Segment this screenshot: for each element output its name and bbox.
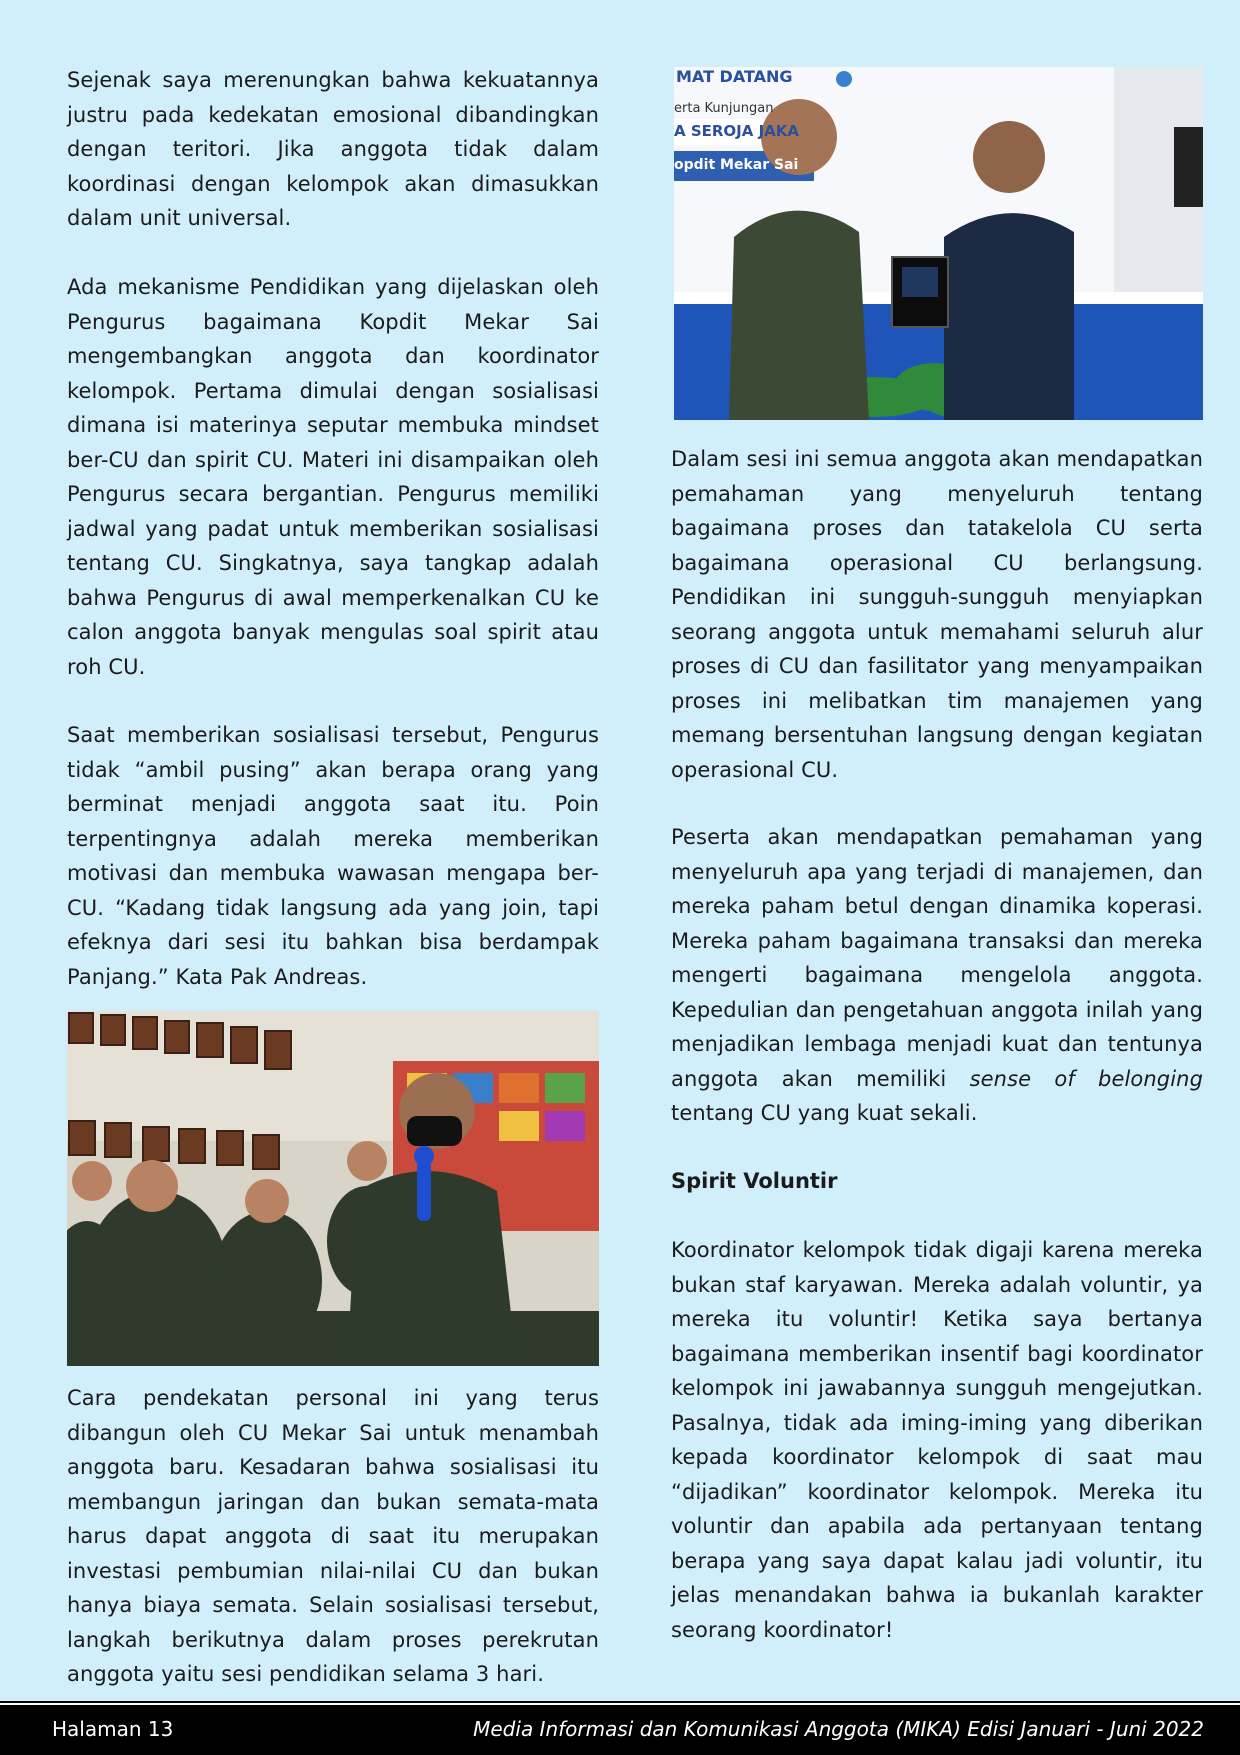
banner-text-4: opdit Mekar Sai	[674, 157, 799, 173]
right-paragraph-2-italic: sense of belonging	[969, 1066, 1203, 1091]
page-footer	[0, 1701, 1240, 1755]
right-paragraph-2	[671, 820, 1203, 1131]
left-paragraph-4: Cara pendekatan personal ini yang terus dibangun oleh CU Mekar Sai untuk menambah anggota baru. Kesadaran bahwa sosialisasi itu membangun jaringan dan bukan semata-mata harus dapat anggota di saat itu merupakan investasi pembumian nilai-nilai CU dan bukan hanya biaya semata. Selain sosialisasi tersebut, langkah berikutnya dalam proses perekrutan anggota yaitu sesi pendidikan selama 3 hari.	[67, 1386, 599, 1686]
meeting-audience-photo	[67, 1011, 599, 1366]
right-paragraph-2-end: tentang CU yang kuat sekali.	[671, 1101, 978, 1125]
publication-title: Media Informasi dan Komunikasi Anggota (MIKA) Edisi Januari - Juni 2022	[473, 1717, 1204, 1741]
section-heading: Spirit Voluntir	[671, 1169, 838, 1193]
page-number: Halaman 13	[52, 1717, 174, 1741]
banner-text-3: A SEROJA JAKA	[674, 122, 800, 140]
banner-text-2: erta Kunjungan	[674, 101, 774, 116]
plaque-handover-photo	[674, 67, 1203, 420]
banner-text-1: MAT DATANG	[676, 67, 793, 86]
left-paragraph-2: Ada mekanisme Pendidikan yang dijelaskan oleh Pengurus bagaimana Kopdit Mekar Sai mengembangkan anggota dan koordinator kelompok. Pertama dimulai dengan sosialisasi dimana isi materinya seputar membuka mindset ber-CU dan spirit CU. Materi ini disampaikan oleh Pengurus secara bergantian. Pengurus memiliki jadwal yang padat untuk memberikan sosialisasi tentang CU. Singkatnya, saya tangkap adalah bahwa Pengurus di awal memperkenalkan CU ke calon anggota banyak mengulas soal spirit atau roh CU.	[67, 275, 599, 679]
right-paragraph-2-main: Peserta akan mendapatkan pemahaman yang menyeluruh apa yang terjadi di manajemen, dan mereka paham betul dengan dinamika koperasi. Mereka paham bagaimana transaksi dan mereka mengerti bagaimana mengelola anggota. Kepedulian dan pengetahuan anggota inilah yang menjadikan lembaga menjadi kuat dan tentunya anggota akan memiliki	[671, 825, 1203, 1091]
right-paragraph-1: Dalam sesi ini semua anggota akan mendapatkan pemahaman yang menyeluruh tentang bagaimana proses dan tatakelola CU serta bagaimana operasional CU berlangsung. Pendidikan ini sungguh-sungguh menyiapkan seorang anggota untuk memahami seluruh alur proses di CU dan fasilitator yang menyampaikan proses ini melibatkan tim manajemen yang memang bersentuhan langsung dengan kegiatan operasional CU.	[671, 447, 1203, 782]
footer-divider	[0, 1703, 1240, 1705]
left-paragraph-3: Saat memberikan sosialisasi tersebut, Pengurus tidak “ambil pusing” akan berapa orang yang berminat menjadi anggota saat itu. Poin terpentingnya adalah mereka memberikan motivasi dan membuka wawasan mengapa ber-CU. “Kadang tidak langsung ada yang join, tapi efeknya dari sesi itu bahkan bisa berdampak Panjang.” Kata Pak Andreas.	[67, 723, 599, 989]
right-paragraph-3: Koordinator kelompok tidak digaji karena mereka bukan staf karyawan. Mereka adalah voluntir, ya mereka itu voluntir! Ketika saya bertanya bagaimana memberikan insentif bagi koordinator kelompok ini jawabannya sungguh mengejutkan. Pasalnya, tidak ada iming-iming yang diberikan kepada koordinator kelompok di saat mau “dijadikan” koordinator kelompok. Mereka itu voluntir dan apabila ada pertanyaan tentang berapa yang saya dapat kalau jadi voluntir, itu jelas menandakan bahwa ia bukanlah karakter seorang koordinator!	[671, 1238, 1203, 1642]
left-paragraph-1: Sejenak saya merenungkan bahwa kekuatannya justru pada kedekatan emosional dibandingkan dengan teritori. Jika anggota tidak dalam koordinasi dengan kelompok akan dimasukkan dalam unit universal.	[67, 68, 599, 230]
